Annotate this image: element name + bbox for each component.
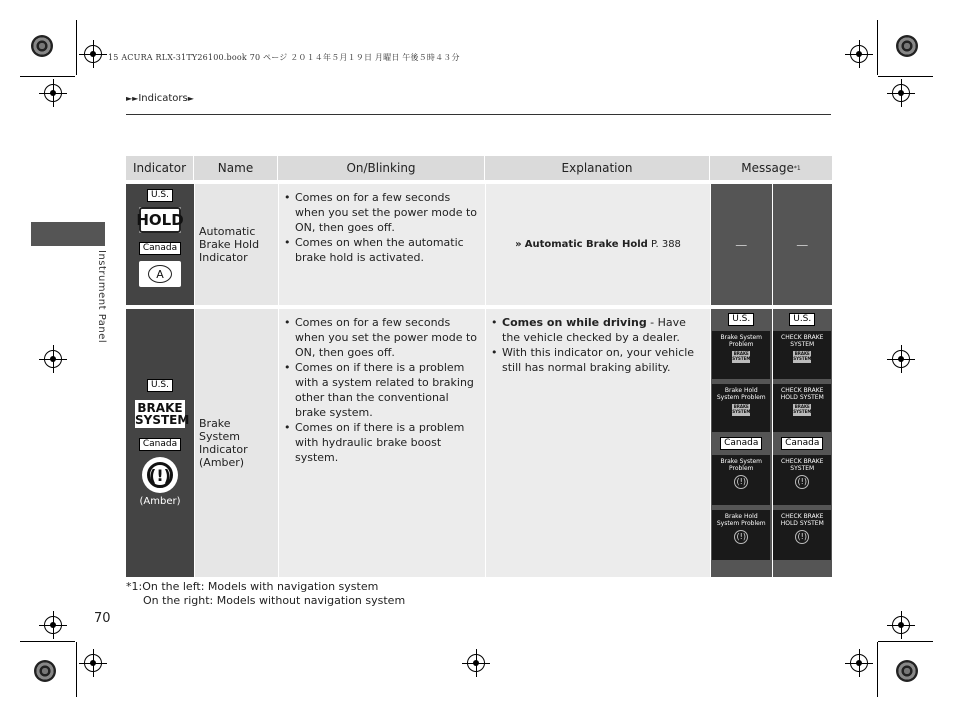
message-none: —: [735, 237, 748, 252]
crosshair-mark: [44, 616, 62, 634]
xref-arrow-icon: »: [515, 239, 522, 250]
screen-text: CHECK BRAKE HOLD SYSTEM: [780, 513, 824, 527]
crop-line: [76, 642, 77, 697]
display-screen: [773, 331, 831, 379]
crosshair-mark: [892, 84, 910, 102]
registration-disc-bottom-right: [896, 660, 918, 682]
header-indicator: Indicator: [126, 156, 194, 180]
list-item: • Comes on if there is a problem with a system related to braking other than the conventional brake system.: [283, 360, 481, 420]
brake-icon-line2: SYSTEM: [135, 413, 190, 427]
region-label-us: U.S.: [728, 313, 754, 326]
chapter-tab: [31, 222, 105, 246]
cross-reference-link[interactable]: [515, 239, 681, 250]
list-item: [490, 315, 706, 345]
header-explanation: Explanation: [485, 156, 710, 180]
indicator-cell: [126, 309, 194, 577]
crosshair-mark: [892, 616, 910, 634]
crosshair-mark: [467, 654, 485, 672]
registration-disc-top-left: [31, 35, 53, 57]
exclamation-circle-glyph: (!): [147, 462, 173, 488]
crosshair-mark: [892, 350, 910, 368]
exclamation-mini-icon: (!): [795, 475, 809, 489]
indicator-name: Brake System Indicator (Amber): [194, 309, 278, 577]
page-number: 70: [94, 611, 111, 626]
list-item: • Comes on when the automatic brake hold is activated.: [283, 235, 481, 265]
message-col-right: [772, 184, 833, 305]
registration-disc-top-right: [896, 35, 918, 57]
breadcrumb-arrow-icon: ►: [187, 94, 194, 103]
screen-text: Brake Hold System Problem: [716, 513, 766, 527]
header-rule: [126, 114, 831, 115]
xref-page: P. 388: [651, 239, 681, 250]
region-label-us: U.S.: [147, 189, 173, 202]
breadcrumb-arrow-icon: ►►: [126, 94, 139, 103]
brake-mini-icon: BRAKE SYSTEM: [732, 351, 751, 361]
region-label-us: U.S.: [789, 313, 815, 326]
brake-warning-icon: [142, 457, 178, 493]
header-name: Name: [194, 156, 278, 180]
registration-disc-bottom-left: [34, 660, 56, 682]
breadcrumb-label: Indicators: [138, 93, 188, 104]
on-blinking-cell: [278, 184, 485, 305]
message-none: —: [796, 237, 809, 252]
explanation-cell: [485, 309, 710, 577]
header-message: [710, 156, 832, 180]
region-label-canada: Canada: [720, 437, 762, 450]
list-item: • Comes on for a few seconds when you set the power mode to ON, then goes off.: [283, 190, 481, 235]
crop-line: [20, 76, 75, 77]
brake-mini-icon: BRAKE SYSTEM: [732, 404, 751, 414]
breadcrumb[interactable]: [126, 93, 194, 104]
display-screen: [712, 384, 770, 432]
message-col-left: [711, 309, 772, 577]
display-screen: [712, 455, 770, 505]
crosshair-mark: [850, 654, 868, 672]
indicator-cell: [126, 184, 194, 305]
header-message-label: Message: [741, 161, 794, 175]
message-cell: [710, 184, 832, 305]
crosshair-mark: [84, 45, 102, 63]
region-label-canada: Canada: [781, 437, 823, 450]
exclamation-mini-icon: (!): [734, 475, 748, 489]
crosshair-mark: [84, 654, 102, 672]
auto-brake-hold-icon: [139, 261, 181, 287]
region-label-canada: Canada: [139, 242, 181, 255]
list-item: • Comes on if there is a problem with hydraulic brake boost system.: [283, 420, 481, 465]
indicator-name: Automatic Brake Hold Indicator: [194, 184, 278, 305]
indicator-table: [126, 156, 832, 577]
explanation-bold: Comes on while driving: [502, 316, 647, 329]
region-label-canada: Canada: [139, 438, 181, 451]
on-blinking-cell: [278, 309, 485, 577]
chapter-label: Instrument Panel: [96, 250, 107, 344]
explanation-cell: [485, 184, 710, 305]
screen-text: CHECK BRAKE SYSTEM: [781, 458, 824, 472]
message-cell: [710, 309, 832, 577]
display-screen: [712, 331, 770, 379]
brake-system-icon: [135, 400, 190, 428]
brake-icon-line1: BRAKE: [137, 401, 183, 415]
message-col-left: [711, 184, 772, 305]
crosshair-mark: [44, 350, 62, 368]
crop-line: [76, 20, 77, 75]
screen-text: Brake Hold System Problem: [716, 387, 766, 401]
brake-mini-icon: BRAKE SYSTEM: [793, 404, 812, 414]
brake-hold-icon: [136, 207, 184, 233]
exclamation-mini-icon: (!): [795, 530, 809, 544]
footnote-line-1: *1:On the left: Models with navigation system: [126, 580, 379, 593]
message-col-right: [772, 309, 833, 577]
table-row-automatic-brake-hold: [126, 184, 832, 305]
exclamation-mini-icon: (!): [734, 530, 748, 544]
footnote-line-2: On the right: Models without navigation system: [143, 594, 406, 607]
crosshair-mark: [44, 84, 62, 102]
crop-line: [20, 641, 75, 642]
xref-title: Automatic Brake Hold: [524, 239, 648, 250]
header-on-blinking: On/Blinking: [278, 156, 485, 180]
screen-text: CHECK BRAKE SYSTEM: [781, 334, 824, 348]
file-meta-header: 15 ACURA RLX-31TY26100.book 70 ページ ２０１４年５月１９日 月曜日 午後５時４３分: [108, 53, 460, 62]
crop-line: [877, 20, 878, 75]
list-item: • Comes on for a few seconds when you set the power mode to ON, then goes off.: [283, 315, 481, 360]
hold-badge: HOLD: [139, 207, 181, 233]
screen-text: CHECK BRAKE HOLD SYSTEM: [780, 387, 824, 401]
crosshair-mark: [850, 45, 868, 63]
crop-line: [878, 641, 933, 642]
display-screen: [773, 510, 831, 560]
crop-line: [877, 642, 878, 697]
list-item: • With this indicator on, your vehicle still has normal braking ability.: [490, 345, 706, 375]
display-screen: [773, 384, 831, 432]
crop-line: [878, 76, 933, 77]
screen-text: Brake System Problem: [720, 458, 762, 472]
table-row-brake-system: [126, 309, 832, 577]
footnote: [126, 580, 405, 608]
brake-mini-icon: BRAKE SYSTEM: [793, 351, 812, 361]
explanation-text: - Have the vehicle checked by a dealer.: [502, 316, 686, 344]
display-screen: [773, 455, 831, 505]
amber-color-note: (Amber): [139, 496, 181, 507]
table-header: [126, 156, 832, 180]
circled-a-glyph: A: [148, 265, 172, 283]
screen-text: Brake System Problem: [720, 334, 762, 348]
header-message-footnote-ref: *1: [793, 164, 801, 172]
display-screen: [712, 510, 770, 560]
region-label-us: U.S.: [147, 379, 173, 392]
